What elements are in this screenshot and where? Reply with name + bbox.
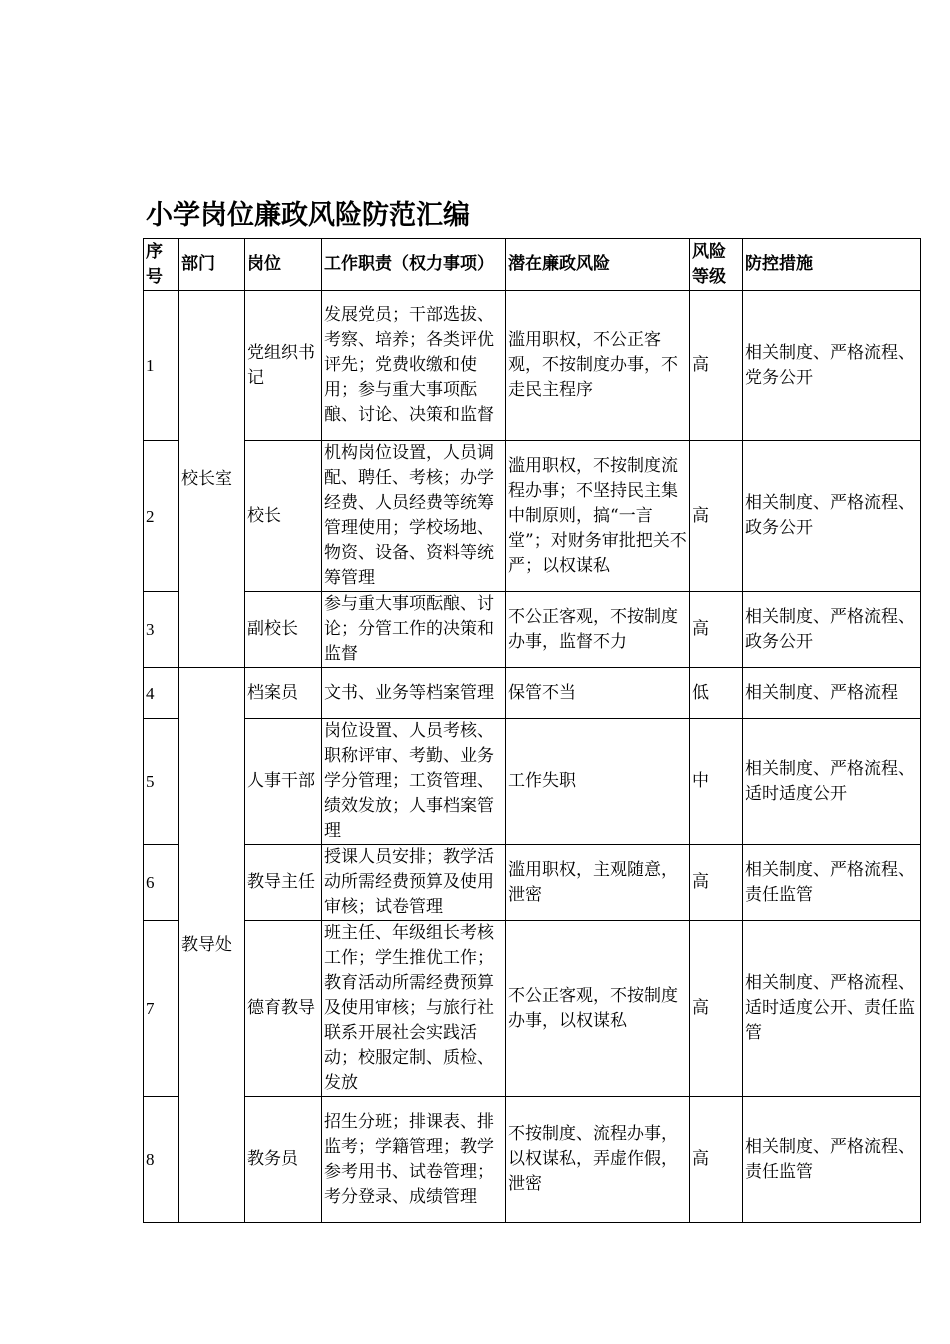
risk-cell: 滥用职权，主观随意，泄密 — [506, 845, 690, 921]
level-cell: 高 — [690, 592, 743, 668]
post-cell: 档案员 — [245, 668, 322, 719]
level-cell: 高 — [690, 291, 743, 441]
seq-cell: 7 — [144, 921, 179, 1097]
duty-cell: 文书、业务等档案管理 — [322, 668, 506, 719]
seq-cell: 8 — [144, 1097, 179, 1223]
dept-cell-principal-office — [179, 291, 245, 668]
measure-cell: 相关制度、严格流程、适时适度公开 — [743, 719, 921, 845]
duty-cell: 招生分班；排课表、排监考；学籍管理；教学参考用书、试卷管理；考分登录、成绩管理 — [322, 1097, 506, 1223]
header-seq: 序号 — [144, 239, 179, 291]
measure-cell: 相关制度、严格流程、政务公开 — [743, 441, 921, 592]
risk-table — [143, 238, 921, 1223]
header-measure: 防控措施 — [743, 239, 921, 291]
post-cell: 教务员 — [245, 1097, 322, 1223]
post-cell: 副校长 — [245, 592, 322, 668]
seq-cell: 4 — [144, 668, 179, 719]
measure-cell: 相关制度、严格流程 — [743, 668, 921, 719]
duty-cell: 岗位设置、人员考核、职称评审、考勤、业务学分管理；工资管理、绩效发放；人事档案管理 — [322, 719, 506, 845]
header-duty: 工作职责（权力事项） — [322, 239, 506, 291]
risk-cell: 不按制度、流程办事，以权谋私，弄虚作假，泄密 — [506, 1097, 690, 1223]
header-risk: 潜在廉政风险 — [506, 239, 690, 291]
header-post: 岗位 — [245, 239, 322, 291]
risk-cell: 工作失职 — [506, 719, 690, 845]
measure-cell: 相关制度、严格流程、责任监管 — [743, 1097, 921, 1223]
risk-cell: 不公正客观，不按制度办事，监督不力 — [506, 592, 690, 668]
header-level: 风险等级 — [690, 239, 743, 291]
duty-cell: 班主任、年级组长考核工作；学生推优工作；教育活动所需经费预算及使用审核；与旅行社联系开展社会实践活动；校服定制、质检、发放 — [322, 921, 506, 1097]
post-cell: 德育教导 — [245, 921, 322, 1097]
duty-cell: 机构岗位设置，人员调配、聘任、考核；办学经费、人员经费等统筹管理使用；学校场地、物资、设备、资料等统筹管理 — [322, 441, 506, 592]
duty-cell: 参与重大事项酝酿、讨论；分管工作的决策和监督 — [322, 592, 506, 668]
seq-cell: 2 — [144, 441, 179, 592]
duty-cell: 授课人员安排；教学活动所需经费预算及使用审核；试卷管理 — [322, 845, 506, 921]
table-row — [144, 719, 921, 845]
post-cell: 党组织书记 — [245, 291, 322, 441]
level-cell: 高 — [690, 441, 743, 592]
risk-cell: 保管不当 — [506, 668, 690, 719]
post-cell: 人事干部 — [245, 719, 322, 845]
header-row — [144, 239, 921, 291]
dept-cell-academic-office — [179, 668, 245, 1223]
table-row — [144, 441, 921, 592]
table-row — [144, 845, 921, 921]
risk-cell: 滥用职权，不按制度流程办事；不坚持民主集中制原则，搞“一言堂”；对财务审批把关不严；以权谋私 — [506, 441, 690, 592]
measure-cell: 相关制度、严格流程、适时适度公开、责任监管 — [743, 921, 921, 1097]
post-cell: 教导主任 — [245, 845, 322, 921]
level-cell: 低 — [690, 668, 743, 719]
seq-cell: 5 — [144, 719, 179, 845]
level-cell: 高 — [690, 845, 743, 921]
level-cell: 高 — [690, 1097, 743, 1223]
level-cell: 中 — [690, 719, 743, 845]
table-row — [144, 291, 921, 441]
risk-cell: 滥用职权，不公正客观，不按制度办事，不走民主程序 — [506, 291, 690, 441]
table-row — [144, 1097, 921, 1223]
seq-cell: 6 — [144, 845, 179, 921]
level-cell: 高 — [690, 921, 743, 1097]
dept-label: 教导处 — [181, 934, 232, 955]
seq-cell: 1 — [144, 291, 179, 441]
measure-cell: 相关制度、严格流程、责任监管 — [743, 845, 921, 921]
measure-cell: 相关制度、严格流程、党务公开 — [743, 291, 921, 441]
measure-cell: 相关制度、严格流程、政务公开 — [743, 592, 921, 668]
page-title: 小学岗位廉政风险防范汇编 — [146, 200, 470, 231]
header-dept: 部门 — [179, 239, 245, 291]
dept-label: 校长室 — [181, 468, 232, 489]
seq-cell: 3 — [144, 592, 179, 668]
table-row — [144, 592, 921, 668]
risk-cell: 不公正客观，不按制度办事，以权谋私 — [506, 921, 690, 1097]
table-row — [144, 921, 921, 1097]
post-cell: 校长 — [245, 441, 322, 592]
duty-cell: 发展党员；干部选拔、考察、培养；各类评优评先；党费收缴和使用；参与重大事项酝酿、讨论、决策和监督 — [322, 291, 506, 441]
table-row — [144, 668, 921, 719]
